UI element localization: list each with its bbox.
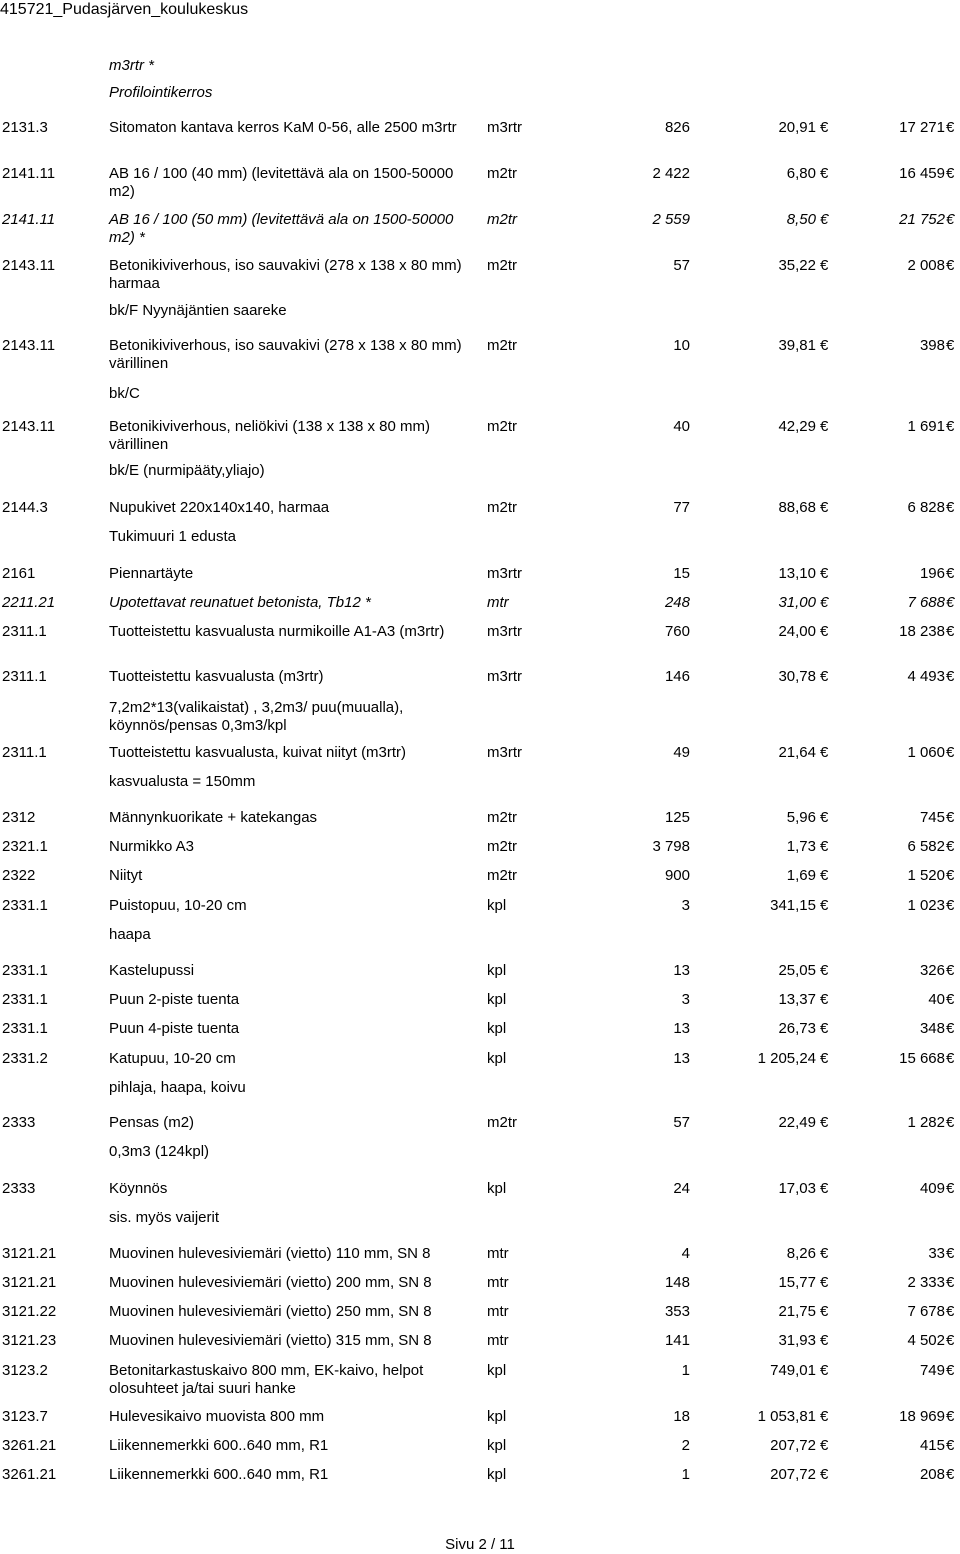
euro-symbol: € [946, 1437, 955, 1454]
item-description: Nupukivet 220x140x140, harmaa [109, 499, 330, 516]
euro-symbol: € [820, 1408, 829, 1425]
item-note: bk/E (nurmipääty,yliajo) [109, 462, 265, 479]
item-description: Hulevesikaivo muovista 800 mm [109, 1408, 325, 1425]
item-description: Männynkuorikate + katekangas [109, 809, 318, 826]
item-code: 2161 [2, 565, 36, 582]
item-quantity: 760 [664, 623, 690, 640]
euro-symbol: € [946, 1114, 955, 1131]
item-description: Muovinen hulevesiviemäri (vietto) 110 mm, SN 8 [109, 1245, 431, 1262]
item-description: Sitomaton kantava kerros KaM 0-56, alle 2500 m3rtr [109, 119, 457, 136]
euro-symbol: € [946, 668, 955, 685]
euro-symbol: € [946, 991, 955, 1008]
euro-symbol: € [820, 1114, 829, 1131]
item-code: 2333 [2, 1180, 36, 1197]
euro-symbol: € [946, 623, 955, 640]
item-unit-price: 1 205,24 [757, 1050, 816, 1067]
item-description: Puistopuu, 10-20 cm [109, 897, 247, 914]
item-note: kasvualusta = 150mm [109, 773, 256, 790]
item-total: 1 691 [907, 418, 945, 435]
euro-symbol: € [820, 1332, 829, 1349]
item-description: AB 16 / 100 (40 mm) (levitettävä ala on 1500-50000 m2) [109, 165, 454, 200]
item-unit: kpl [487, 991, 507, 1008]
item-quantity: 248 [664, 594, 690, 611]
euro-symbol: € [820, 337, 829, 354]
item-unit-price: 42,29 [778, 418, 816, 435]
euro-symbol: € [820, 867, 829, 884]
item-total: 326 [919, 962, 945, 979]
item-unit-price: 207,72 [770, 1466, 816, 1483]
item-note: pihlaja, haapa, koivu [109, 1079, 246, 1096]
item-unit-price: 6,80 [786, 165, 816, 182]
euro-symbol: € [946, 1020, 955, 1037]
item-total: 348 [919, 1020, 945, 1037]
item-description: Liikennemerkki 600..640 mm, R1 [109, 1466, 329, 1483]
euro-symbol: € [946, 1180, 955, 1197]
item-total: 415 [919, 1437, 945, 1454]
euro-symbol: € [820, 499, 829, 516]
item-unit-price: 39,81 [778, 337, 816, 354]
item-code: 2331.2 [2, 1050, 48, 1067]
item-total: 16 459 [899, 165, 945, 182]
euro-symbol: € [946, 1245, 955, 1262]
item-quantity: 13 [673, 1050, 690, 1067]
item-note: köynnös/pensas 0,3m3/kpl [109, 717, 287, 734]
euro-symbol: € [946, 867, 955, 884]
item-code: 2331.1 [2, 897, 48, 914]
item-code: 2141.11 [2, 211, 56, 228]
item-total: 6 582 [907, 838, 945, 855]
item-unit: mtr [487, 1303, 509, 1320]
item-unit-price: 26,73 [778, 1020, 816, 1037]
item-quantity: 3 [681, 991, 690, 1008]
item-unit-price: 25,05 [778, 962, 816, 979]
item-total: 196 [919, 565, 945, 582]
item-description: Niityt [109, 867, 143, 884]
item-total: 4 493 [907, 668, 945, 685]
euro-symbol: € [946, 565, 955, 582]
item-description: Tuotteistettu kasvualusta nurmikoille A1-A3 (m3rtr) [109, 623, 445, 640]
item-unit-price: 749,01 [770, 1362, 816, 1379]
euro-symbol: € [820, 623, 829, 640]
item-note: 0,3m3 (124kpl) [109, 1143, 210, 1160]
item-quantity: 1 [681, 1362, 690, 1379]
euro-symbol: € [820, 838, 829, 855]
document-title: 415721_Pudasjärven_koulukeskus [0, 1, 249, 18]
item-total: 409 [919, 1180, 945, 1197]
euro-symbol: € [946, 1408, 955, 1425]
euro-symbol: € [946, 337, 955, 354]
item-note: sis. myös vaijerit [109, 1209, 220, 1226]
item-unit-price: 8,26 [786, 1245, 816, 1262]
euro-symbol: € [820, 565, 829, 582]
item-unit-price: 31,93 [778, 1332, 816, 1349]
item-unit-price: 24,00 [778, 623, 816, 640]
euro-symbol: € [820, 1274, 829, 1291]
item-note: 7,2m2*13(valikaistat) , 3,2m3/ puu(muualla), [109, 699, 404, 716]
euro-symbol: € [946, 744, 955, 761]
item-total: 1 520 [907, 867, 945, 884]
euro-symbol: € [820, 744, 829, 761]
euro-symbol: € [820, 1466, 829, 1483]
intro-line-2: Profilointikerros [109, 84, 213, 101]
euro-symbol: € [946, 1332, 955, 1349]
item-unit: kpl [487, 1437, 507, 1454]
euro-symbol: € [820, 119, 829, 136]
item-unit: kpl [487, 897, 507, 914]
item-total: 17 271 [899, 119, 945, 136]
item-quantity: 148 [664, 1274, 690, 1291]
item-quantity: 2 559 [652, 211, 690, 228]
euro-symbol: € [946, 594, 955, 611]
euro-symbol: € [946, 838, 955, 855]
item-unit-price: 1,69 [786, 867, 816, 884]
item-code: 3121.21 [2, 1274, 57, 1291]
item-code: 2144.3 [2, 499, 48, 516]
item-note: haapa [109, 926, 151, 943]
item-description: Nurmikko A3 [109, 838, 195, 855]
item-unit: kpl [487, 962, 507, 979]
item-total: 745 [919, 809, 945, 826]
item-unit: m2tr [487, 418, 517, 435]
item-unit-price: 20,91 [778, 119, 816, 136]
item-total: 398 [919, 337, 945, 354]
euro-symbol: € [946, 962, 955, 979]
item-unit: kpl [487, 1180, 507, 1197]
euro-symbol: € [946, 418, 955, 435]
euro-symbol: € [820, 594, 829, 611]
euro-symbol: € [946, 165, 955, 182]
item-total: 2 333 [907, 1274, 945, 1291]
item-description: Pensas (m2) [109, 1114, 195, 1131]
item-unit-price: 15,77 [778, 1274, 816, 1291]
item-unit: m2tr [487, 165, 517, 182]
item-quantity: 10 [673, 337, 690, 354]
item-code: 3261.21 [2, 1466, 57, 1483]
item-quantity: 1 [681, 1466, 690, 1483]
item-unit: mtr [487, 594, 509, 611]
euro-symbol: € [946, 1274, 955, 1291]
item-quantity: 4 [681, 1245, 690, 1262]
item-unit-price: 1 053,81 [757, 1408, 816, 1425]
item-unit: mtr [487, 1332, 509, 1349]
item-description: Tuotteistettu kasvualusta, kuivat niityt (m3rtr) [109, 744, 407, 761]
euro-symbol: € [946, 809, 955, 826]
euro-symbol: € [946, 499, 955, 516]
item-quantity: 3 798 [652, 838, 690, 855]
item-description: Puun 2-piste tuenta [109, 991, 240, 1008]
intro-line-1: m3rtr * [109, 57, 154, 74]
item-unit: mtr [487, 1274, 509, 1291]
item-unit-price: 35,22 [778, 257, 816, 274]
euro-symbol: € [820, 668, 829, 685]
euro-symbol: € [946, 119, 955, 136]
item-quantity: 353 [664, 1303, 690, 1320]
item-code: 2331.1 [2, 991, 48, 1008]
item-unit: kpl [487, 1050, 507, 1067]
item-unit: kpl [487, 1020, 507, 1037]
euro-symbol: € [820, 1362, 829, 1379]
item-unit: kpl [487, 1362, 507, 1379]
euro-symbol: € [946, 257, 955, 274]
item-unit-price: 30,78 [778, 668, 816, 685]
euro-symbol: € [946, 211, 955, 228]
item-description: AB 16 / 100 (50 mm) (levitettävä ala on 1500-50000 m2) * [109, 211, 454, 246]
item-unit-price: 21,75 [778, 1303, 816, 1320]
item-unit-price: 21,64 [778, 744, 816, 761]
item-quantity: 15 [673, 565, 690, 582]
item-unit-price: 207,72 [770, 1437, 816, 1454]
item-unit-price: 31,00 [778, 594, 816, 611]
item-total: 2 008 [907, 257, 945, 274]
item-description: Puun 4-piste tuenta [109, 1020, 240, 1037]
item-note: bk/C [109, 385, 140, 402]
euro-symbol: € [820, 897, 829, 914]
euro-symbol: € [820, 1020, 829, 1037]
euro-symbol: € [820, 418, 829, 435]
item-total: 40 [928, 991, 945, 1008]
euro-symbol: € [820, 165, 829, 182]
item-quantity: 40 [673, 418, 690, 435]
item-code: 2141.11 [2, 165, 56, 182]
item-quantity: 18 [673, 1408, 690, 1425]
item-description: Betonikiviverhous, iso sauvakivi (278 x 138 x 80 mm) värillinen [109, 337, 462, 372]
euro-symbol: € [946, 1303, 955, 1320]
item-code: 3123.2 [2, 1362, 48, 1379]
item-quantity: 826 [664, 119, 690, 136]
item-total: 21 752 [899, 211, 945, 228]
item-description: Muovinen hulevesiviemäri (vietto) 250 mm, SN 8 [109, 1303, 432, 1320]
item-code: 2333 [2, 1114, 36, 1131]
item-quantity: 2 422 [652, 165, 690, 182]
item-unit-price: 8,50 [786, 211, 816, 228]
item-description: Muovinen hulevesiviemäri (vietto) 315 mm, SN 8 [109, 1332, 432, 1349]
item-total: 1 282 [907, 1114, 945, 1131]
item-description: Kastelupussi [109, 962, 195, 979]
item-total: 749 [919, 1362, 945, 1379]
item-quantity: 13 [673, 1020, 690, 1037]
item-quantity: 49 [673, 744, 690, 761]
item-total: 208 [919, 1466, 945, 1483]
item-unit: mtr [487, 1245, 509, 1262]
item-code: 2143.11 [2, 337, 56, 354]
item-code: 3261.21 [2, 1437, 57, 1454]
euro-symbol: € [946, 897, 955, 914]
item-unit: m2tr [487, 838, 517, 855]
item-unit: m3rtr [487, 119, 522, 136]
item-quantity: 57 [673, 1114, 690, 1131]
item-total: 1 023 [907, 897, 945, 914]
item-unit: m2tr [487, 1114, 517, 1131]
item-quantity: 77 [673, 499, 690, 516]
item-code: 2322 [2, 867, 36, 884]
item-note: Tukimuuri 1 edusta [109, 528, 237, 545]
item-unit: kpl [487, 1466, 507, 1483]
euro-symbol: € [946, 1466, 955, 1483]
item-quantity: 146 [664, 668, 690, 685]
item-unit: m2tr [487, 867, 517, 884]
item-unit: kpl [487, 1408, 507, 1425]
item-unit-price: 88,68 [778, 499, 816, 516]
item-total: 6 828 [907, 499, 945, 516]
item-quantity: 24 [673, 1180, 690, 1197]
item-code: 2143.11 [2, 257, 56, 274]
item-unit-price: 13,37 [778, 991, 816, 1008]
item-note: bk/F Nyynäjäntien saareke [109, 302, 287, 319]
euro-symbol: € [820, 1303, 829, 1320]
euro-symbol: € [946, 1050, 955, 1067]
item-unit: m3rtr [487, 565, 522, 582]
item-description: Liikennemerkki 600..640 mm, R1 [109, 1437, 329, 1454]
euro-symbol: € [946, 1362, 955, 1379]
item-unit-price: 22,49 [778, 1114, 816, 1131]
item-quantity: 2 [681, 1437, 690, 1454]
item-description: Piennartäyte [109, 565, 194, 582]
item-description: Muovinen hulevesiviemäri (vietto) 200 mm, SN 8 [109, 1274, 432, 1291]
item-code: 2131.3 [2, 119, 48, 136]
euro-symbol: € [820, 257, 829, 274]
item-unit-price: 13,10 [778, 565, 816, 582]
item-description: Betonitarkastuskaivo 800 mm, EK-kaivo, helpot olosuhteet ja/tai suuri hanke [109, 1362, 424, 1397]
item-quantity: 57 [673, 257, 690, 274]
item-unit: m3rtr [487, 744, 522, 761]
euro-symbol: € [820, 809, 829, 826]
item-unit: m2tr [487, 257, 517, 274]
item-code: 3121.23 [2, 1332, 57, 1349]
item-code: 2331.1 [2, 962, 48, 979]
item-total: 18 238 [899, 623, 945, 640]
item-total: 4 502 [907, 1332, 945, 1349]
item-code: 2311.1 [2, 668, 47, 685]
item-unit: m2tr [487, 809, 517, 826]
item-description: Upotettavat reunatuet betonista, Tb12 * [109, 594, 371, 611]
item-code: 2211.21 [2, 594, 56, 611]
item-code: 3121.22 [2, 1303, 57, 1320]
euro-symbol: € [820, 1180, 829, 1197]
item-code: 3123.7 [2, 1408, 48, 1425]
item-code: 2143.11 [2, 418, 56, 435]
euro-symbol: € [820, 1437, 829, 1454]
item-quantity: 141 [664, 1332, 690, 1349]
item-quantity: 3 [681, 897, 690, 914]
item-unit: m2tr [487, 337, 517, 354]
item-unit-price: 17,03 [778, 1180, 816, 1197]
item-unit: m3rtr [487, 668, 522, 685]
item-description: Betonikiviverhous, neliökivi (138 x 138 x 80 mm) värillinen [109, 418, 430, 453]
item-quantity: 13 [673, 962, 690, 979]
euro-symbol: € [820, 211, 829, 228]
item-code: 2321.1 [2, 838, 48, 855]
item-code: 2311.1 [2, 623, 47, 640]
item-code: 2311.1 [2, 744, 47, 761]
euro-symbol: € [820, 1050, 829, 1067]
item-quantity: 900 [664, 867, 690, 884]
page-number: Sivu 2 / 11 [445, 1536, 515, 1553]
item-description: Köynnös [109, 1180, 168, 1197]
item-description: Katupuu, 10-20 cm [109, 1050, 236, 1067]
euro-symbol: € [820, 962, 829, 979]
item-total: 15 668 [899, 1050, 945, 1067]
item-unit-price: 341,15 [770, 897, 816, 914]
item-description: Betonikiviverhous, iso sauvakivi (278 x 138 x 80 mm) harmaa [109, 257, 462, 292]
item-total: 1 060 [907, 744, 945, 761]
item-total: 18 969 [899, 1408, 945, 1425]
item-unit: m2tr [487, 499, 517, 516]
euro-symbol: € [820, 1245, 829, 1262]
item-code: 3121.21 [2, 1245, 57, 1262]
item-total: 7 688 [907, 594, 945, 611]
item-unit: m2tr [487, 211, 517, 228]
item-description: Tuotteistettu kasvualusta (m3rtr) [109, 668, 324, 685]
item-unit-price: 5,96 [786, 809, 816, 826]
euro-symbol: € [820, 991, 829, 1008]
item-unit-price: 1,73 [786, 838, 816, 855]
item-code: 2312 [2, 809, 36, 826]
item-total: 33 [928, 1245, 945, 1262]
item-total: 7 678 [907, 1303, 945, 1320]
item-quantity: 125 [664, 809, 690, 826]
item-unit: m3rtr [487, 623, 522, 640]
item-code: 2331.1 [2, 1020, 48, 1037]
